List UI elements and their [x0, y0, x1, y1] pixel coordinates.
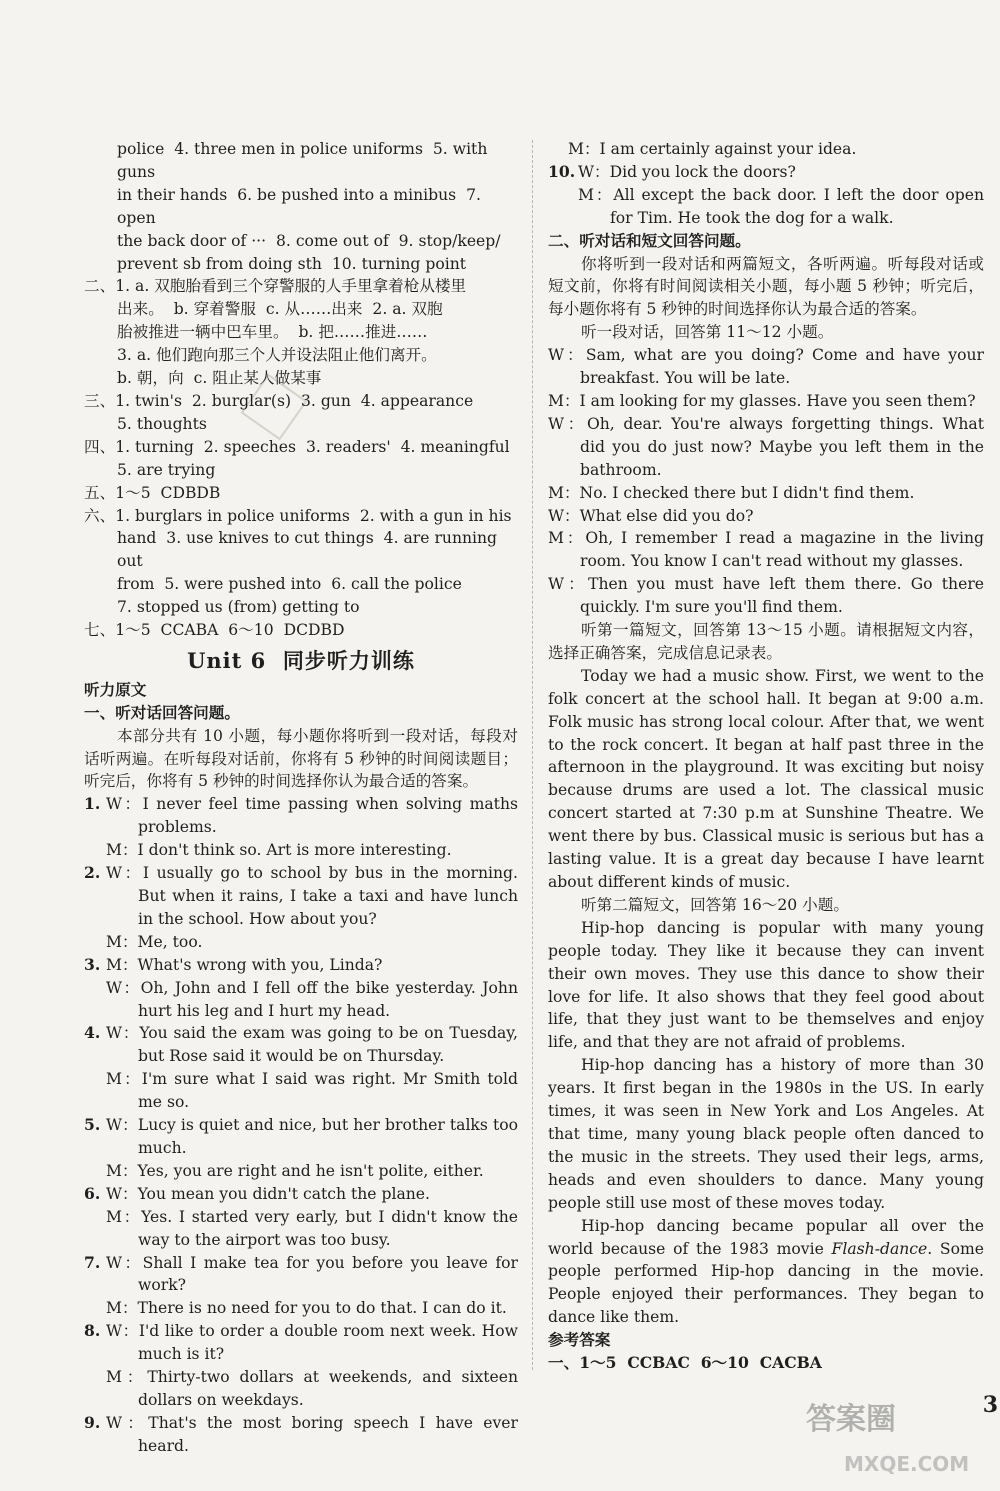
answer-section-4: 四、1. turning 2. speeches 3. readers' 4. meaningful	[84, 437, 510, 456]
dialogue-number: 6.	[84, 1183, 101, 1203]
text-span: Hip-hop dancing became popular all over the world because of the 1983 movie	[548, 1216, 984, 1258]
text-line: 7. stopped us (from) getting to	[117, 598, 360, 617]
dialogue-item	[84, 1412, 518, 1458]
answer-section-7: 七、1～5 CCABA 6～10 DCDBD	[84, 621, 345, 640]
dialogue-number: 9.	[84, 1412, 101, 1432]
movie-title: Flash-dance	[831, 1239, 928, 1258]
dialogue-item: 10. W：Did you lock the doors? M：All except the back door. I left the door open for Tim. He took the dog for a walk.	[548, 161, 984, 230]
dialogue-line: W：I usually go to school by bus in the morning. But when it rains, I take a taxi and have lunch in the school. How about you?	[106, 864, 518, 928]
text-line: police 4. three men in police uniforms 5. with guns	[117, 140, 488, 181]
unit-title: Unit 6 同步听力训练	[187, 647, 415, 673]
answer-section-3: 三、1. twin's 2. burglar(s) 3. gun 4. appearance	[84, 391, 474, 410]
dialogue-number: 1.	[84, 794, 101, 814]
dialogue-number: 8.	[84, 1321, 101, 1341]
dialogue-line: W：That's the most boring speech I have ever heard.	[106, 1413, 518, 1455]
dialogue-item	[84, 862, 518, 954]
section-title: 一、听对话回答问题。	[84, 702, 240, 722]
conversation-line: W：Then you must have left them there. Go there quickly. I'm sure you'll find them.	[548, 575, 984, 617]
conversation-line: W：Sam, what are you doing? Come and have your breakfast. You will be late.	[548, 346, 984, 388]
dialogue-line: W：You said the exam was going to be on Tuesday, but Rose said it would be on Thursday.	[106, 1024, 518, 1066]
text-line: 胎被推进一辆中巴车里。 b. 把……推进……	[117, 323, 428, 342]
dialogue-line: M：All except the back door. I left the door open for Tim. He took the dog for a walk.	[578, 185, 984, 227]
listening-label: 听力原文	[84, 679, 147, 699]
dialogue-item	[84, 954, 518, 1023]
dialogue-line: W：I never feel time passing when solving maths problems.	[106, 795, 518, 837]
conversation-line: W：Oh, dear. You're always forgetting things. What did you do just now? Maybe you left them in the bathroom.	[548, 414, 984, 479]
section-intro: 你将听到一段对话和两篇短文，各听两遍。听每段对话或短文前，你将有时间阅读相关小题，每小题 5 秒钟；听完后，每小题你将有 5 秒钟的时间选择你认为最合适的答案。	[548, 254, 984, 319]
dialogue-line: W：Oh, John and I fell off the bike yesterday. John hurt his leg and I hurt my head.	[106, 978, 518, 1020]
conversation-line: M：No. I checked there but I didn't find them.	[548, 483, 915, 502]
dialogue-line: W：I'd like to order a double room next week. How much is it?	[106, 1322, 518, 1364]
text-line: from 5. were pushed into 6. call the police	[117, 575, 462, 594]
dialogue-number: 5.	[84, 1115, 101, 1135]
dialogue-line: W：Lucy is quiet and nice, but her brother talks too much.	[106, 1116, 518, 1157]
dialogue-line: M：Me, too.	[106, 932, 203, 951]
answer-section-6: 六、1. burglars in police uniforms 2. with a gun in his	[84, 506, 512, 525]
dialogue-number: 7.	[84, 1252, 101, 1272]
text-line: 5. thoughts	[117, 414, 207, 433]
text-line: b. 朝，向 c. 阻止某人做某事	[117, 369, 322, 388]
text-line: prevent sb from doing sth 10. turning point	[117, 254, 467, 273]
passage2-intro: 听第二篇短文，回答第 16～20 小题。	[581, 895, 849, 914]
answer-line	[84, 138, 518, 275]
dialogue-item	[84, 1183, 518, 1252]
dialogue-line: M：Yes. I started very early, but I didn't know the way to the airport was too busy.	[106, 1207, 518, 1249]
answer-section-5: 五、1～5 CDBDB	[84, 483, 221, 502]
watermark-url: MXQE.COM	[844, 1452, 970, 1476]
dialogue-line: M：I'm sure what I said was right. Mr Smith told me so.	[106, 1070, 518, 1112]
section-intro: 本部分共有 10 小题，每小题你将听到一段对话，每段对话听两遍。在听每段对话前，你将有 5 秒钟的时间阅读题目；听完后，你将有 5 秒钟的时间选择你认为最合适的答案。	[84, 726, 518, 791]
dialogue-line: M：Yes, you are right and he isn't polite, either.	[106, 1161, 484, 1180]
text-line: hand 3. use knives to cut things 4. are running out	[117, 529, 498, 571]
text-line: 5. are trying	[117, 460, 216, 479]
dialogue-line: M：I am certainly against your idea.	[568, 140, 857, 158]
answers-label: 参考答案	[548, 1330, 611, 1350]
watermark-text: 答案圈	[806, 1402, 896, 1437]
dialogue-line: M：I don't think so. Art is more interesting.	[106, 841, 452, 860]
dialogue-list	[84, 793, 518, 1457]
dialogue-line: W：Shall I make tea for you before you leave for work?	[106, 1253, 518, 1295]
dialogue-item	[84, 1022, 518, 1114]
column-divider	[532, 140, 533, 1370]
dialogue-line: W：Did you lock the doors?	[578, 162, 796, 181]
text-line: 3. a. 他们跑向那三个人并设法阻止他们离开。	[117, 346, 437, 365]
watermark-logo	[786, 1391, 986, 1481]
section-title: 二、听对话和短文回答问题。	[548, 230, 751, 250]
dialogue-item	[84, 793, 518, 862]
dialogue-line: W：You mean you didn't catch the plane.	[106, 1184, 430, 1203]
dialogue-number: 2.	[84, 863, 101, 883]
right-column	[548, 138, 984, 1375]
page-number: 3	[982, 1392, 998, 1418]
dialog-intro: 听一段对话，回答第 11～12 小题。	[581, 323, 834, 342]
text-line: 出来。 b. 穿着警服 c. 从……出来 2. a. 双胞	[117, 300, 443, 319]
passage2-paragraph	[548, 1215, 984, 1330]
dialogue-item	[84, 1252, 518, 1321]
dialogue-item	[84, 1320, 518, 1412]
conversation-line: M：I am looking for my glasses. Have you seen them?	[548, 391, 976, 410]
conversation	[548, 344, 984, 619]
dialogue-number: 3.	[84, 954, 101, 974]
dialogue-item	[84, 1114, 518, 1183]
text-span: . Some people performed Hip-hop dancing in the movie. People enjoyed their performances. They began to dance like them.	[548, 1239, 985, 1327]
dialogue-line: M：Thirty-two dollars at weekends, and sixteen dollars on weekdays.	[106, 1368, 518, 1409]
dialogue-line: M：What's wrong with you, Linda?	[106, 955, 383, 974]
left-column	[84, 138, 518, 1458]
answers-line: 一、1～5 CCBAC 6～10 CACBA	[548, 1353, 822, 1373]
conversation-line: M：Oh, I remember I read a magazine in the living room. You know I can't read without my glasses.	[548, 529, 984, 571]
text-line: the back door of ··· 8. come out of 9. stop/keep/	[117, 231, 501, 250]
dialogue-line: M：There is no need for you to do that. I can do it.	[106, 1299, 507, 1318]
passage2-paragraph: Hip-hop dancing is popular with many young people today. They like it because they can invent their own moves. They use this dance to show their love for life. It also shows that they feel good about life, that they just want to be themselves and enjoy life, and that they are not afraid of problems.	[548, 918, 984, 1052]
passage2-paragraph: Hip-hop dancing has a history of more than 30 years. It first began in the 1980s in the US. In early times, it was seen in New York and Los Angeles. At that time, many young black people often danced to the music in the streets. They used their legs, arms, heads and even shoulders to dance. Many young people still use most of these moves today.	[548, 1056, 984, 1212]
answer-section-2: 二、1. a. 双胞胎看到三个穿警服的人手里拿着枪从楼里	[84, 277, 467, 296]
dialogue-number: 4.	[84, 1023, 101, 1043]
text-line: in their hands 6. be pushed into a minibus 7. open	[117, 185, 481, 227]
passage1-intro: 听第一篇短文，回答第 13～15 小题。请根据短文内容，选择正确答案，完成信息记录表。	[548, 621, 984, 662]
conversation-line: W：What else did you do?	[548, 506, 754, 525]
passage1: Today we had a music show. First, we went to the folk concert at the school hall. It began at 9:00 a.m. Folk music has strong local colour. After that, we went to the rock concert. It began at half past three in the afternoon in the playground. It was exciting but noisy because drums are used a lot. The classical music concert started at 7:30 p.m at Sunshine Theatre. We went there by bus. Classical music is serious but has a lasting value. It is a great day because I have learnt about different kinds of music.	[548, 666, 984, 891]
